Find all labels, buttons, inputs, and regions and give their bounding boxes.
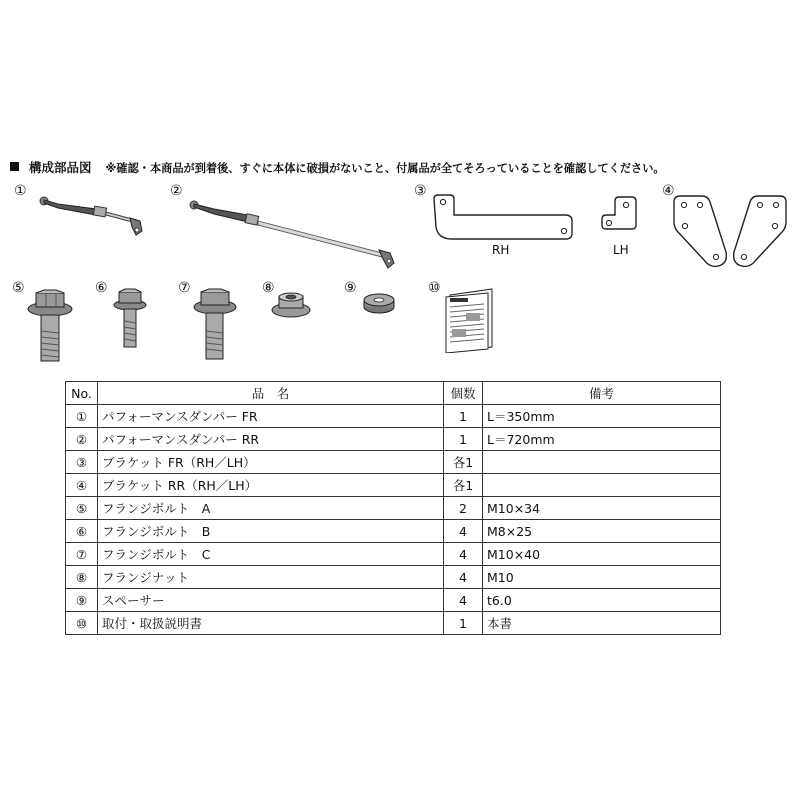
part-number-2: ② [170, 183, 183, 199]
part-number-1: ① [14, 183, 27, 199]
part-number-5: ⑤ [12, 280, 25, 296]
confirmation-note: ※確認・本商品が到着後、すぐに本体に破損がないこと、付属品が全てそろっていることを確認してください。 [105, 162, 665, 175]
cell-no: ⑨ [66, 589, 98, 612]
header-note: 備考 [483, 382, 721, 405]
cell-no: ④ [66, 474, 98, 497]
table-row [66, 612, 721, 635]
header-name: 品 名 [98, 382, 444, 405]
cell-no: ⑩ [66, 612, 98, 635]
cell-note: t6.0 [483, 589, 721, 612]
cell-no: ⑦ [66, 543, 98, 566]
cell-note: M8×25 [483, 520, 721, 543]
table-row [66, 451, 721, 474]
cell-name: パフォーマンスダンパー RR [98, 428, 444, 451]
cell-note: M10×34 [483, 497, 721, 520]
cell-qty: 1 [444, 405, 483, 428]
cell-note: M10 [483, 566, 721, 589]
part-number-10: ⑩ [428, 280, 441, 296]
cell-no: ① [66, 405, 98, 428]
bracket-rh-label: RH [492, 243, 510, 257]
flange-bolt-a-illustration [24, 287, 76, 367]
cell-name: パフォーマンスダンパー FR [98, 405, 444, 428]
part-number-4: ④ [662, 183, 675, 199]
cell-no: ③ [66, 451, 98, 474]
cell-qty: 2 [444, 497, 483, 520]
parts-table [65, 381, 721, 635]
damper-fr-illustration [36, 193, 152, 245]
cell-qty: 1 [444, 428, 483, 451]
table-row [66, 543, 721, 566]
cell-qty: 各1 [444, 474, 483, 497]
instruction-manual-illustration [442, 287, 498, 353]
section-title: 構成部品図 [29, 160, 92, 175]
flange-bolt-b-illustration [110, 287, 150, 349]
flange-nut-illustration [270, 290, 312, 320]
table-row [66, 428, 721, 451]
cell-qty: 4 [444, 589, 483, 612]
cell-note [483, 451, 721, 474]
cell-no: ② [66, 428, 98, 451]
cell-note: M10×40 [483, 543, 721, 566]
cell-name: フランジボルト B [98, 520, 444, 543]
part-number-8: ⑧ [262, 280, 275, 296]
cell-note: 本書 [483, 612, 721, 635]
flange-bolt-c-illustration [190, 287, 240, 361]
spacer-illustration [362, 292, 396, 316]
header-qty: 個数 [444, 382, 483, 405]
table-row [66, 520, 721, 543]
cell-name: 取付・取扱説明書 [98, 612, 444, 635]
section-header [10, 158, 790, 180]
cell-name: フランジボルト A [98, 497, 444, 520]
damper-rr-illustration [186, 195, 406, 270]
cell-name: ブラケット FR（RH／LH） [98, 451, 444, 474]
cell-qty: 各1 [444, 451, 483, 474]
header-no: No. [66, 382, 98, 405]
cell-no: ⑤ [66, 497, 98, 520]
square-bullet-icon [10, 162, 19, 171]
bracket-rr-illustration [672, 192, 788, 272]
table-header-row [66, 382, 721, 405]
cell-note: L＝720mm [483, 428, 721, 451]
bracket-fr-illustration [430, 193, 650, 245]
cell-qty: 4 [444, 566, 483, 589]
cell-qty: 4 [444, 520, 483, 543]
bracket-lh-label: LH [613, 243, 629, 257]
cell-no: ⑧ [66, 566, 98, 589]
part-number-7: ⑦ [178, 280, 191, 296]
table-row [66, 474, 721, 497]
table-row [66, 566, 721, 589]
cell-name: フランジボルト C [98, 543, 444, 566]
cell-note: L＝350mm [483, 405, 721, 428]
cell-name: スペーサー [98, 589, 444, 612]
table-row [66, 497, 721, 520]
part-number-9: ⑨ [344, 280, 357, 296]
cell-note [483, 474, 721, 497]
table-row [66, 589, 721, 612]
cell-qty: 4 [444, 543, 483, 566]
cell-name: フランジナット [98, 566, 444, 589]
cell-name: ブラケット RR（RH／LH） [98, 474, 444, 497]
cell-no: ⑥ [66, 520, 98, 543]
table-row [66, 405, 721, 428]
cell-qty: 1 [444, 612, 483, 635]
part-number-3: ③ [414, 183, 427, 199]
part-number-6: ⑥ [95, 280, 108, 296]
